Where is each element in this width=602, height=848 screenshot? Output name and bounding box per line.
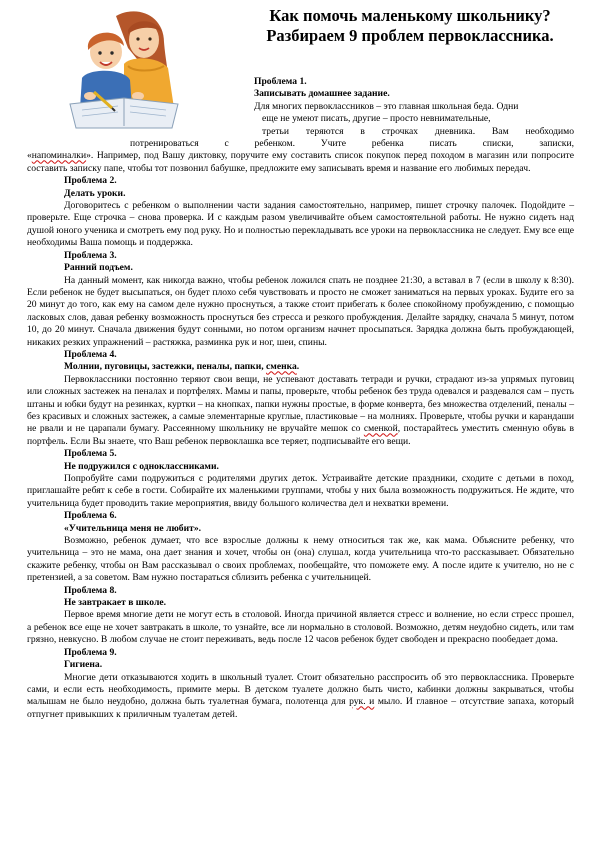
problem-1-intro-line-2: еще не умеют писать, другие – просто невнимательные, — [262, 113, 491, 125]
problem-1-intro-line-4: потренироваться с ребенком. Учите ребенка писать списки, записки, — [130, 138, 574, 150]
page-title — [222, 6, 598, 46]
problem-1-text-pre: « — [27, 150, 32, 162]
problem-4-text — [27, 374, 574, 448]
document-body — [27, 76, 574, 721]
problem-5-text: Попробуйте сами подружиться с родителями других деток. Устраивайте детские праздники, сходите с детьми в поход, приглашайте ребят к себе в гости. Собирайте их маленькими группами, чтобы у них была возможность подружиться. Не ждите, что учительница будет проводить такие мероприятия, ввиду большого количества дел и нехватки времени. — [27, 473, 574, 509]
problem-4-heading-post: . — [296, 361, 300, 373]
problem-1-heading: Записывать домашнее задание. — [254, 88, 390, 100]
problem-9-text-post: мыло. И главное – отсутствие запаха, который отпугнет привыкших к приличным туалетам детей. — [27, 696, 574, 720]
problem-9-text-flagged-word: рук. и — [349, 696, 375, 708]
problem-5-heading: Не подружился с одноклассниками. — [64, 460, 219, 472]
problem-4-heading — [27, 361, 574, 373]
problem-1-text-post: ». Например, под Вашу диктовку, поручите ему составить список покупок перед походом в магазин или попросите составить записку папе, чтобы тот позвонил бабушке, предложите ему записывать время и название его любимых передач. — [27, 150, 574, 174]
problem-1-intro-line-1: Для многих первоклассников – это главная школьная беда. Одни — [254, 100, 519, 112]
problem-3-number: Проблема 3. — [64, 249, 117, 261]
title-line-1: Как помочь маленькому школьнику? — [269, 6, 551, 25]
problem-9-number: Проблема 9. — [64, 646, 117, 658]
title-line-2: Разбираем 9 проблем первоклассника. — [266, 26, 554, 45]
problem-8-heading: Не завтракает в школе. — [64, 597, 167, 609]
problem-1-text-flagged-word: напоминалки — [31, 150, 87, 162]
problem-2-heading: Делать уроки. — [64, 187, 126, 199]
problem-9-heading: Гигиена. — [64, 659, 103, 671]
problem-3-heading: Ранний подъем. — [64, 262, 133, 274]
problem-9-text — [27, 672, 574, 722]
problem-2-number: Проблема 2. — [64, 175, 117, 187]
problem-5-number: Проблема 5. — [64, 448, 117, 460]
problem-9-text-pre: Многие дети отказываются ходить в школьный туалет. Стоит обязательно расспросить об это первоклассника. Проверьте сами, и если есть необходимость, примите меры. В детском туалете должно быть чисто, кабинки должны закрываться, чтобы малышам не было неудобно, должна быть туалетная бумага, полотенца для — [27, 671, 574, 708]
problem-6-text: Возможно, ребенок думает, что все взрослые должны к нему относиться так же, как мама. Объясните ребенку, что учительница – это не мама, она дает знания и хочет, чтобы он (она) слушал, когда учительница что-то рассказывает. Обязательно скажите ребенку, чтобы он Вам рассказывал о своих проблемах, пообещайте, что поможете ему. А после идите к учителю, но не с претензией, а за советом. Вам нужно постараться сблизить ребенка с учительницей. — [27, 535, 574, 584]
problem-1-intro-line-3: третьи теряются в строчках дневника. Вам необходимо — [262, 125, 574, 137]
problem-6-heading: «Учительница меня не любит». — [64, 522, 202, 534]
problem-1-number: Проблема 1. — [254, 76, 307, 87]
problem-3-text: На данный момент, как никогда важно, чтобы ребенок ложился спать не позднее 21:30, а вставал в 7 (если в школу к 8:30). Если ребенок не будет высыпаться, он будет плохо себя чувствовать и просто не сможет заниматься на первых уроках. Будите его за 20 минут до того, как ему на самом деле нужно проснуться, а также стоит прибегать к более спокойному пробуждению, с помощью ласковых слов, давая ребенку возможность проснуться без стресса и резкого пробуждения. Делайте зарядку, сначала 5 минут, потом 10, до 20 минут. Сначала движения будут сонными, но потом организм начнет просыпаться. Зарядка должна быть пробуждающей, никаких резких упражнений – растяжка, разминка рук и ног, шеи, спины. — [27, 274, 574, 348]
problem-4-heading-flagged-word: сменка — [266, 361, 297, 373]
problem-1-text — [27, 150, 574, 175]
problem-4-text-post: , постарайтесь уместить сменную обувь в портфель. Если Вы знаете, что Ваш ребенок первоклашка все теряет, подписывайте его вещи. — [27, 423, 574, 447]
problem-4-text-pre: Первоклассники постоянно теряют свои вещи, не успевают доставать тетради и ручки, страдают из-за упрямых пуговиц или сложных застежек на пеналах и портфелях. Мамы и папы, проверьте, чтобы ребенок без труда одевался и раздевался сам – пусть штаны и юбки будут на резинках, куртки – на кнопках, папки нужны простые, в форме конверта, без множества отделений, пеналы – без красивых и сложных застежек, а самые элементарные круглые, пластиковые – на молниях. Проверьте, чтобы ручки и карандаши не рвали и не царапали бумагу. Рассеянному школьнику не вручайте мешок со — [27, 373, 574, 435]
problem-4-heading-pre: Молнии, пуговицы, застежки, пеналы, папки, — [64, 361, 267, 373]
problem-8-number: Проблема 8. — [64, 584, 117, 596]
problem-8-text: Первое время многие дети не могут есть в столовой. Иногда причиной является стресс и волнение, но если стресс прошел, а ребенок все еще не хочет завтракать в школе, то узнайте, все ли нормально в столовой. Возможно, детям неудобно сидеть, или там грязно, невкусно. В любом случае не стоит переживать, ведь после 12 часов ребенок будет свободен и прекрасно пообедает дома. — [27, 609, 574, 646]
problem-6-number: Проблема 6. — [64, 510, 117, 522]
problem-1 — [27, 76, 574, 138]
problem-2-text: Договоритесь с ребенком о выполнении части задания самостоятельно, например, пишет строчку палочек. Подойдите – проверьте. Еще строчка – снова проверка. И с каждым разом увеличивайте объем самостоятельной работы. Не нужно сидеть над душой юного ученика и смотреть ему под руку. Но и полностью перекладывать все уроки на первоклассника не следует. Ему все еще необходимы Ваша помощь и поддержка. — [27, 200, 574, 249]
problem-4-text-flagged-word: сменкой — [363, 423, 398, 435]
problem-4-number: Проблема 4. — [64, 348, 117, 360]
